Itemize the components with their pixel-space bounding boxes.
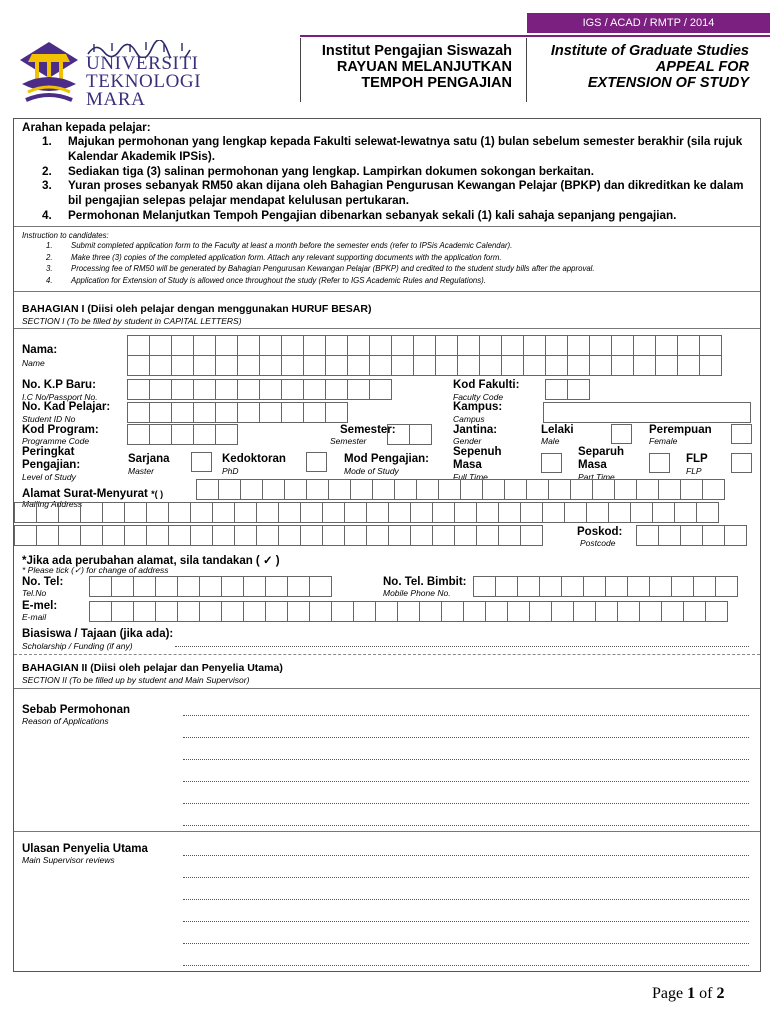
page-number: Page 1 of 2 [652, 985, 725, 1002]
section2-subtitle: SECTION II (To be filled up by student and Main Supervisor) [22, 675, 250, 685]
instruction-item: 4. Application for Extension of Study is allowed once throughout the study (Refer to IGS Academic Rules and Regulations). [46, 275, 486, 285]
campus-label: Kampus: [453, 401, 503, 413]
email-label-en: E-mail [22, 612, 47, 622]
master-label-en: Master [128, 466, 154, 476]
instructions-malay-list [42, 135, 752, 224]
divider [14, 226, 760, 227]
address-row2-boxes[interactable] [14, 502, 718, 523]
faculty-code-boxes[interactable] [545, 379, 589, 400]
reason-label: Sebab Permohonan [22, 704, 130, 716]
supervisor-review-label: Ulasan Penyelia Utama [22, 843, 148, 855]
divider [14, 291, 760, 292]
uitm-crest-icon [18, 40, 80, 108]
study-level-label-en: Level of Study [22, 472, 76, 482]
instruction-item: 3. Processing fee of RM50 will be generated by Bahagian Pengurusan Kewangan Pelajar (BPKP) and credited to the student study bills after the approval. [46, 264, 595, 274]
master-checkbox[interactable] [191, 452, 212, 472]
instruction-item: 2. Sediakan tiga (3) salinan permohonan yang lengkap. Lampirkan dokumen sokongan berkaitan. [42, 164, 595, 178]
tel-label: No. Tel: [22, 576, 64, 588]
header-rule [300, 35, 770, 37]
study-mode-label-en: Mode of Study [344, 466, 399, 476]
male-label-en: Male [541, 436, 560, 446]
divider [14, 831, 760, 832]
part-time-checkbox[interactable] [649, 453, 670, 473]
gender-label: Jantina: [453, 424, 498, 436]
part-time-label: Separuh Masa [578, 446, 625, 471]
instructions-english-list [46, 240, 756, 286]
address-change-note: *Jika ada perubahan alamat, sila tandakan ( ✓ ) [22, 555, 280, 567]
instruction-item: 1. Majukan permohonan yang lengkap kepada Fakulti selewat-lewatnya satu (1) bulan sebelum semester berakhir (sila rujuk Kalendar Akademik IPSis). [42, 135, 743, 163]
campus-label-en: Campus [453, 414, 485, 424]
flp-label-en: FLP [686, 466, 702, 476]
phd-label-en: PhD [222, 466, 239, 476]
program-code-label: Kod Program: [22, 424, 99, 436]
gender-label-en: Gender [453, 436, 482, 446]
study-mode-label: Mod Pengajian: [344, 453, 429, 465]
supervisor-review-label-en: Main Supervisor reviews [22, 855, 115, 865]
mobile-boxes[interactable] [473, 576, 737, 597]
semester-boxes[interactable] [387, 424, 431, 445]
nama-label-en: Name [22, 358, 45, 368]
name-row1-boxes[interactable] [127, 335, 721, 356]
tel-label-en: Tel.No [22, 588, 47, 598]
campus-boxes[interactable] [543, 402, 750, 423]
scholarship-label-en: Scholarship / Funding (if any) [22, 641, 133, 651]
section1-subtitle: SECTION I (To be filled by student in CAPITAL LETTERS) [22, 316, 242, 326]
scholarship-line[interactable] [175, 646, 749, 647]
postcode-label-en: Postcode [580, 538, 616, 548]
faculty-code-label: Kod Fakulti: [453, 379, 520, 391]
phd-checkbox[interactable] [306, 452, 327, 472]
ic-boxes[interactable] [127, 379, 391, 400]
female-label: Perempuan [649, 424, 712, 436]
program-code-label-en: Programme Code [22, 436, 90, 446]
instruction-item: 3. Yuran proses sebanyak RM50 akan dijana oleh Bahagian Pengurusan Kewangan Pelajar (BPKP) dan dikreditkan ke dalam bil pengajian selepas pelajar mendapat kelulusan pertukaran. [42, 179, 744, 208]
student-id-label: No. Kad Pelajar: [22, 401, 111, 413]
mobile-label: No. Tel. Bimbit: [383, 576, 467, 588]
divider [14, 328, 760, 329]
postcode-label: Poskod: [577, 526, 623, 538]
study-level-label: Peringkat Pengajian: [22, 446, 81, 471]
address-label-en: Mailing Address [22, 499, 83, 509]
female-label-en: Female [649, 436, 678, 446]
reason-lines[interactable] [183, 715, 749, 826]
section-separator [14, 654, 760, 655]
student-id-label-en: Student ID No [22, 414, 76, 424]
address-row3-boxes[interactable] [14, 525, 542, 546]
reason-label-en: Reason of Applications [22, 716, 109, 726]
full-time-label-en: Full Time [453, 472, 488, 482]
faculty-code-label-en: Faculty Code [453, 392, 504, 402]
nama-label: Nama: [22, 344, 58, 356]
section1-title: BAHAGIAN I (Diisi oleh pelajar dengan menggunakan HURUF BESAR) [22, 303, 372, 315]
full-time-checkbox[interactable] [541, 453, 562, 473]
instructions-en-heading: Instruction to candidates: [22, 231, 109, 240]
semester-label: Semester: [340, 424, 396, 436]
address-label: Alamat Surat-Menyurat *( ) [22, 488, 164, 500]
malay-title: Institut Pengajian Siswazah RAYUAN MELANJUTKAN TEMPOH PENGAJIAN [321, 43, 512, 91]
name-row2-boxes[interactable] [127, 355, 721, 376]
full-time-label: Sepenuh Masa [453, 446, 502, 471]
email-label: E-mel: [22, 600, 58, 612]
ic-label-en: I.C No/Passport No. [22, 392, 98, 402]
semester-label-en: Semester [330, 436, 367, 446]
master-label: Sarjana [128, 453, 170, 465]
male-checkbox[interactable] [611, 424, 632, 444]
phd-label: Kedoktoran [222, 453, 286, 465]
instruction-item: 1. Submit completed application form to the Faculty at least a month before the semester ends (refer to IPSis Academic Calendar). [46, 241, 513, 250]
university-wordmark: UNIVERSITI TEKNOLOGI MARA [86, 53, 202, 110]
review-lines[interactable] [183, 855, 749, 966]
female-checkbox[interactable] [731, 424, 752, 444]
divider [14, 688, 760, 689]
part-time-label-en: Part Time [578, 472, 615, 482]
instruction-item: 4. Permohonan Melanjutkan Tempoh Pengajian dibenarkan sebanyak sekali (1) kali sahaja sepanjang pengajian. [42, 208, 677, 222]
male-label: Lelaki [541, 424, 574, 436]
form-reference-tag: IGS / ACAD / RMTP / 2014 [527, 13, 770, 33]
flp-label: FLP [686, 453, 708, 465]
student-id-boxes[interactable] [127, 402, 347, 423]
program-code-boxes[interactable] [127, 424, 237, 445]
mobile-label-en: Mobile Phone No. [383, 588, 451, 598]
address-change-note-en: * Please tick (✓) for change of address [22, 565, 169, 575]
address-row1-boxes[interactable] [196, 479, 724, 500]
postcode-boxes[interactable] [636, 525, 746, 546]
ic-label: No. K.P Baru: [22, 379, 96, 391]
scholarship-label: Biasiswa / Tajaan (jika ada): [22, 628, 174, 640]
english-title: Institute of Graduate Studies APPEAL FOR EXTENSION OF STUDY [550, 43, 749, 91]
section2-title: BAHAGIAN II (Diisi oleh pelajar dan Penyelia Utama) [22, 662, 283, 674]
email-boxes[interactable] [89, 601, 727, 622]
tel-boxes[interactable] [89, 576, 331, 597]
instruction-item: 2. Make three (3) copies of the completed application form. Attach any relevant supporting documents with the application form. [46, 252, 502, 262]
instructions-heading: Arahan kepada pelajar: [22, 121, 151, 134]
flp-checkbox[interactable] [731, 453, 752, 473]
